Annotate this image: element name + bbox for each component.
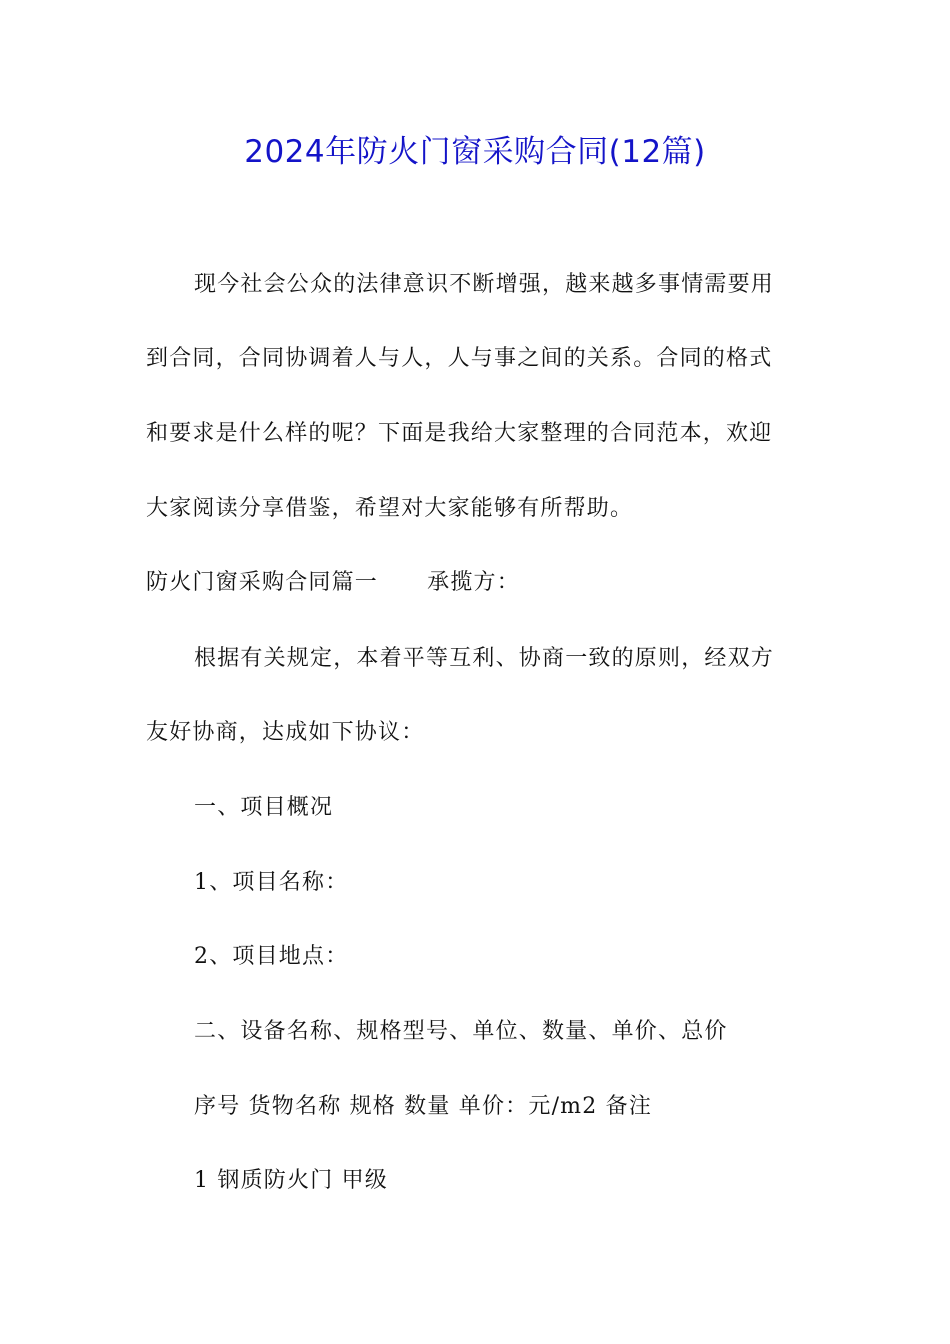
intro-line-4: 大家阅读分享借鉴，希望对大家能够有所帮助。 — [146, 496, 634, 521]
section-heading-1: 防火门窗采购合同篇一 承揽方： — [146, 570, 520, 595]
equipment-heading: 二、设备名称、规格型号、单位、数量、单价、总价 — [194, 1019, 728, 1044]
table-header-line: 序号 货物名称 规格 数量 单价：元/m2 备注 — [194, 1094, 653, 1119]
table-row-1: 1 钢质防火门 甲级 — [194, 1168, 388, 1193]
intro-line-2: 到合同，合同协调着人与人，人与事之间的关系。合同的格式 — [146, 346, 773, 371]
agreement-line-1: 根据有关规定，本着平等互利、协商一致的原则，经双方 — [194, 646, 775, 671]
project-name-line: 1、项目名称： — [194, 870, 349, 895]
document-title: 2024年防火门窗采购合同(12篇) — [244, 134, 706, 170]
project-overview-heading: 一、项目概况 — [194, 795, 334, 820]
agreement-line-2: 友好协商，达成如下协议： — [146, 720, 425, 745]
project-location-line: 2、项目地点： — [194, 944, 349, 969]
intro-line-1: 现今社会公众的法律意识不断增强，越来越多事情需要用 — [194, 272, 775, 297]
intro-line-3: 和要求是什么样的呢？下面是我给大家整理的合同范本，欢迎 — [146, 421, 773, 446]
